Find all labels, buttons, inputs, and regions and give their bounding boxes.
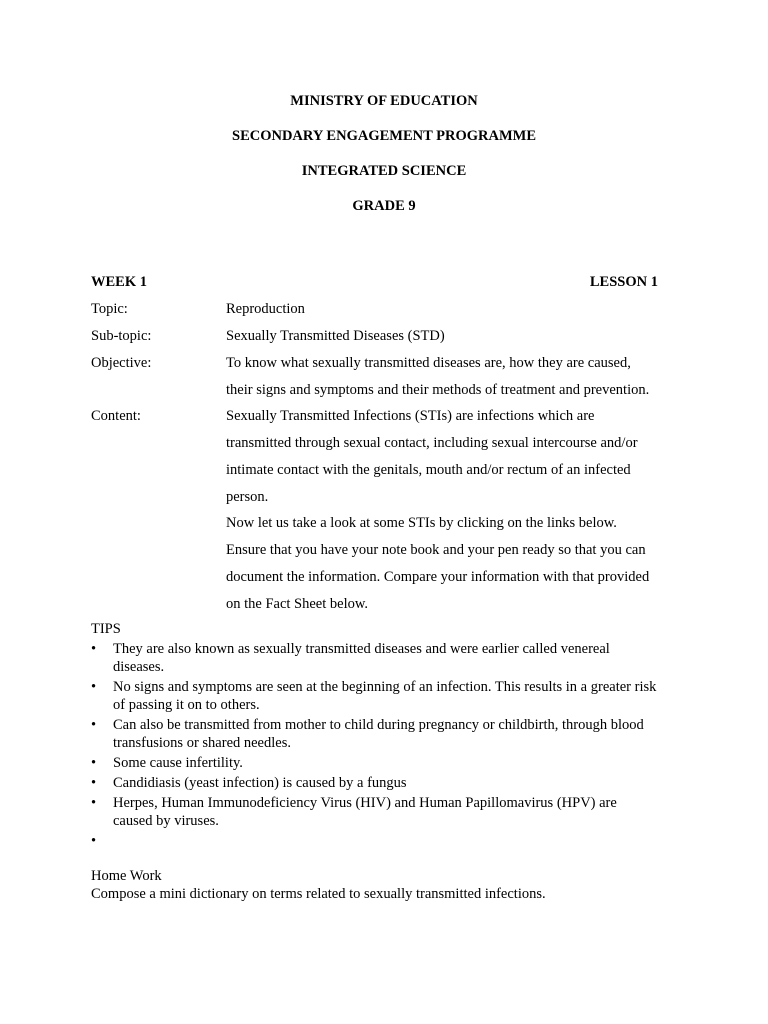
- bullet-icon: •: [91, 775, 97, 791]
- list-item-line: caused by viruses.: [113, 813, 219, 829]
- list-item-line: Herpes, Human Immunodeficiency Virus (HIV) and Human Papillomavirus (HPV) are: [113, 795, 617, 811]
- lesson-label: LESSON 1: [589, 274, 658, 290]
- content-line: intimate contact with the genitals, mouth and/or rectum of an infected: [226, 462, 631, 478]
- list-item-line: Some cause infertility.: [113, 755, 243, 771]
- week-label: WEEK 1: [91, 274, 147, 290]
- homework-text: Compose a mini dictionary on terms related to sexually transmitted infections.: [91, 886, 546, 902]
- content-line: Ensure that you have your note book and your pen ready so that you can: [226, 542, 646, 558]
- tips-list: [91, 640, 691, 852]
- subtopic-label: Sub-topic:: [91, 328, 152, 344]
- list-item: [91, 794, 691, 830]
- objective-line: To know what sexually transmitted diseases are, how they are caused,: [226, 355, 631, 371]
- homework-heading: Home Work: [91, 868, 162, 884]
- list-item-line: transfusions or shared needles.: [113, 735, 291, 751]
- bullet-icon: •: [91, 679, 97, 695]
- subject-title: INTEGRATED SCIENCE: [301, 163, 467, 179]
- subtopic-value: Sexually Transmitted Diseases (STD): [226, 328, 445, 344]
- bullet-icon: •: [91, 717, 97, 733]
- list-item: [91, 832, 691, 850]
- list-item-line: No signs and symptoms are seen at the beginning of an infection. This results in a greater risk: [113, 679, 657, 695]
- content-label: Content:: [91, 408, 141, 424]
- list-item-line: Can also be transmitted from mother to child during pregnancy or childbirth, through blood: [113, 717, 644, 733]
- list-item: [91, 754, 691, 772]
- programme-title: SECONDARY ENGAGEMENT PROGRAMME: [232, 128, 536, 144]
- content-line: on the Fact Sheet below.: [226, 596, 369, 612]
- list-item-line: Candidiasis (yeast infection) is caused by a fungus: [113, 775, 407, 791]
- content-line: Now let us take a look at some STIs by clicking on the links below.: [226, 515, 617, 531]
- content-line: transmitted through sexual contact, including sexual intercourse and/or: [226, 435, 638, 451]
- list-item: [91, 640, 691, 676]
- ministry-title: MINISTRY OF EDUCATION: [290, 93, 478, 109]
- content-line: Sexually Transmitted Infections (STIs) are infections which are: [226, 408, 595, 424]
- tips-heading: TIPS: [91, 621, 121, 637]
- bullet-icon: •: [91, 641, 97, 657]
- list-item-line: They are also known as sexually transmitted diseases and were earlier called venereal: [113, 641, 610, 657]
- grade-title: GRADE 9: [352, 198, 416, 214]
- objective-line: their signs and symptoms and their methods of treatment and prevention.: [226, 382, 650, 398]
- bullet-icon: •: [91, 833, 97, 849]
- objective-label: Objective:: [91, 355, 152, 371]
- bullet-icon: •: [91, 795, 97, 811]
- list-item-line: of passing it on to others.: [113, 697, 260, 713]
- list-item: [91, 678, 691, 714]
- content-line: person.: [226, 489, 269, 505]
- topic-value: Reproduction: [226, 301, 305, 317]
- list-item: [91, 716, 691, 752]
- content-line: document the information. Compare your information with that provided: [226, 569, 650, 585]
- list-item: [91, 774, 691, 792]
- bullet-icon: •: [91, 755, 97, 771]
- topic-label: Topic:: [91, 301, 128, 317]
- list-item-line: diseases.: [113, 659, 165, 675]
